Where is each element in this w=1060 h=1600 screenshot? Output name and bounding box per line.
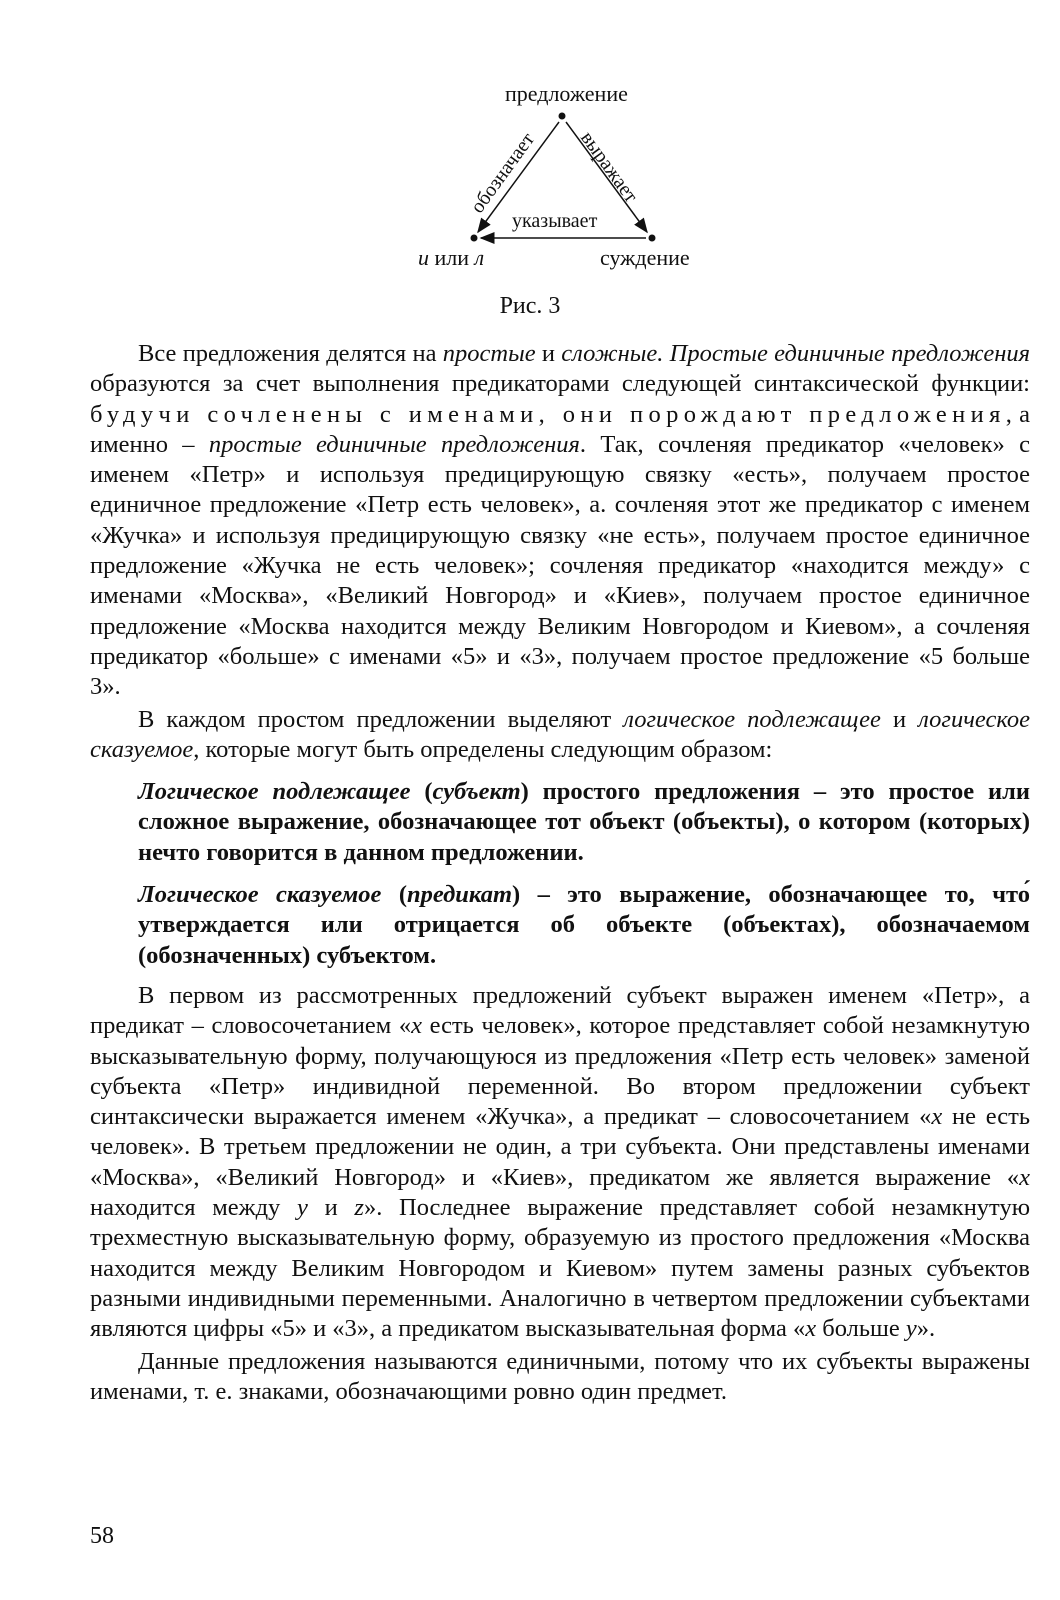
- edge-bottom-label: указывает: [512, 210, 598, 232]
- p1-spaced: будучи сочленены с именами, они порождают предложения: [90, 400, 1006, 428]
- p2-text: В каждом простом предложении выделяют: [138, 705, 624, 733]
- def1-term: субъект: [432, 778, 521, 806]
- body-text: [90, 339, 1030, 1407]
- definition-predicate: [138, 880, 1030, 971]
- def2-text: ) – это выражение, обозначающее то, что́ утверждается или отрицается об объекте (объектах), обозначаемом (обозначенных) субъектом.: [138, 881, 1030, 969]
- p1-text: и: [535, 340, 562, 367]
- p3-variable: y: [297, 1194, 308, 1222]
- p2-text: и: [880, 705, 919, 733]
- p3-text: ».: [916, 1315, 936, 1343]
- p2-text: , которые могут быть определены следующим образом:: [193, 735, 773, 763]
- definitions: [138, 777, 1030, 971]
- node-top-label: предложение: [505, 81, 628, 106]
- p3-variable: x: [931, 1103, 943, 1131]
- node-left-dot: [471, 235, 478, 242]
- paragraph-2: [90, 705, 1030, 766]
- def1-term: Логическое подлежащее: [138, 778, 411, 806]
- p3-variable: y: [905, 1315, 917, 1343]
- node-left-label: [418, 246, 484, 270]
- p1-italic: простые: [442, 340, 536, 367]
- p3-text: В первом из рассмотренных предложений субъект выражен именем «Петр», а предикат – словосочетанием «: [90, 981, 1030, 1040]
- paragraph-3: [90, 981, 1030, 1345]
- figure-3: [0, 0, 1060, 330]
- p1-text: . Так, сочленяя предикатор «человек» с именем «Петр» и используя предицирующую связку «есть», получаем простое единичное предложение «Петр есть человек», а. сочленяя этот же предикатор с именем «Жучка» и используя предицирующую связку «не есть», получаем простое единичное предложение «Жучка не есть человек»; сочленяя предикатор «находится между» с именами «Москва», «Великий Новгород» и «Киев», получаем простое единичное предложение «Москва находится между Великим Новгородом и Киевом», а сочленяя предикатор «больше» с именами «5» и «3», получаем простое предложение «5 больше 3».: [90, 430, 1030, 701]
- node-left-i: и: [418, 245, 429, 270]
- def1-text: (: [410, 778, 433, 806]
- p3-variable: x: [805, 1315, 817, 1343]
- p3-text: не есть человек». В третьем предложении не один, а три субъекта. Они представлены именами «Москва», «Великий Новгород» и «Киев», предикатом же является выражение «: [90, 1103, 1030, 1191]
- figure-caption: Рис. 3: [499, 293, 561, 319]
- p2-italic: логическое сказуемое: [90, 705, 1030, 763]
- node-left-l: л: [474, 245, 485, 270]
- p2-italic: логическое подлежащее: [623, 705, 881, 733]
- p3-text: и: [307, 1194, 355, 1222]
- p1-text: Все предложения делятся на: [138, 340, 443, 367]
- p3-text: ». Последнее выражение представляет собой незамкнутую трехместную высказывательную форму, образуемую из простого предложения «Москва находится между Великим Новгородом и Киевом» путем замены разных субъектов разными индивидными переменными. Аналогично в четвертом предложении субъектами являются цифры «5» и «3», а предикатом высказывательная форма «: [90, 1194, 1030, 1343]
- def2-term: предикат: [406, 881, 513, 909]
- p1-italic: сложные.: [561, 340, 664, 367]
- p3-variable: x: [1019, 1163, 1030, 1191]
- node-right-dot: [649, 235, 656, 242]
- paragraph-4: Данные предложения называются единичными, потому что их субъекты выражены именами, т. е. знаками, обозначающими ровно один предмет.: [90, 1347, 1030, 1405]
- edge-right-label: выражает: [576, 127, 643, 207]
- page-number: 58: [90, 1523, 114, 1549]
- def2-term: Логическое сказуемое: [138, 881, 382, 909]
- triangle-diagram: [0, 0, 1060, 330]
- p1-italic: Простые единичные предложения: [669, 340, 1031, 367]
- paragraph-1: [90, 339, 1030, 703]
- p3-variable: z: [354, 1194, 364, 1222]
- p1-italic: простые единичные предложения: [208, 430, 580, 458]
- edge-left-label: обозначает: [466, 128, 540, 218]
- p1-text: , а именно –: [90, 400, 1031, 458]
- p3-variable: x: [411, 1012, 422, 1040]
- p3-text: есть человек», которое представляет собой незамкнутую высказывательную форму, получающуюся из предложения «Петр есть человек» заменой субъекта «Петр» индивидной переменной. Во втором предложении субъект синтаксически выражается именем «Жучка», а предикат – словосочетанием «: [90, 1012, 1031, 1131]
- definition-subject: [138, 777, 1030, 868]
- def1-text: ) простого предложения – это простое или сложное выражение, обозначающее тот объект (объекты), о котором (которых) нечто говорится в данном предложении.: [138, 778, 1030, 866]
- p3-text: находится между: [90, 1194, 297, 1222]
- node-left-or: или: [434, 245, 470, 270]
- p3-text: больше: [816, 1315, 906, 1343]
- node-right-label: суждение: [600, 245, 690, 270]
- def2-text: (: [381, 881, 407, 909]
- p1-text: образуются за счет выполнения предикаторами следующей синтаксической функции:: [90, 370, 1030, 398]
- node-top-dot: [559, 113, 566, 120]
